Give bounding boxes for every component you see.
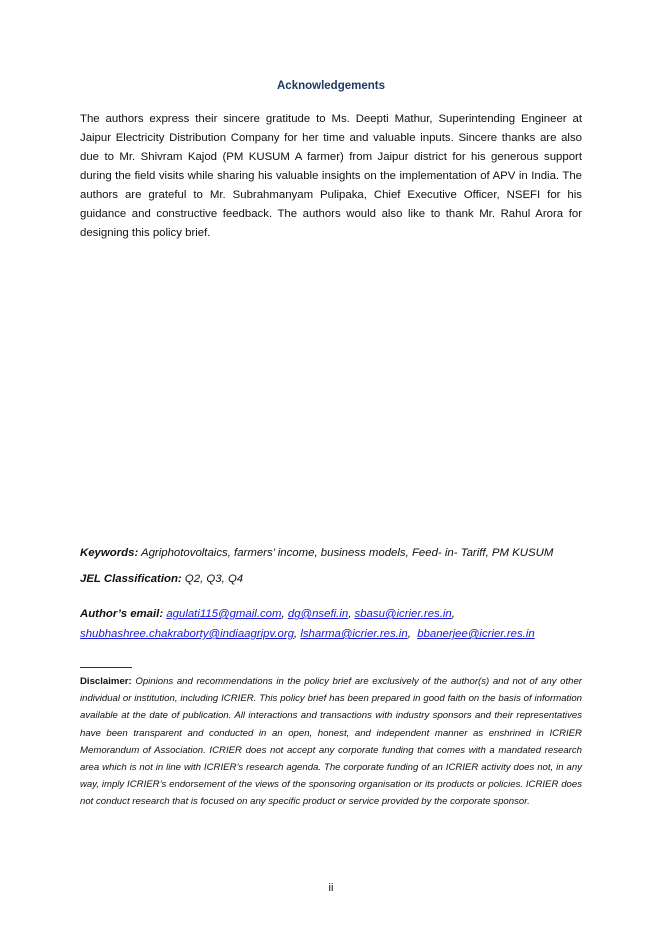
jel-value: Q2, Q3, Q4	[184, 573, 244, 585]
email-link[interactable]: dg@nsefi.in	[287, 608, 349, 620]
keywords-value: Agriphotovoltaics, farmers’ income, business models, Feed- in- Tariff, PM KUSUM	[140, 547, 554, 559]
keywords-line	[80, 547, 582, 559]
email-label: Author’s email:	[80, 608, 164, 620]
keywords-label: Keywords:	[80, 547, 139, 559]
disclaimer-label: Disclaimer:	[80, 676, 132, 687]
email-link[interactable]: lsharma@icrier.res.in	[300, 628, 408, 640]
email-link[interactable]: sbasu@icrier.res.in	[354, 608, 452, 620]
author-email-line: Author’s email: agulati115@gmail.com, dg@nsefi.in, sbasu@icrier.res.in, shubhashree.chakraborty@indiaagripv.org, lsharma@icrier.res.in, bbanerjee@icrier.res.in	[80, 608, 535, 640]
jel-label: JEL Classification:	[80, 573, 182, 585]
email-link[interactable]: bbanerjee@icrier.res.in	[417, 628, 535, 640]
acknowledgement-paragraph: The authors express their sincere gratitude to Ms. Deepti Mathur, Superintending Engineer at Jaipur Electricity Distribution Company for her time and valuable inputs. Sincere thanks are also due to Mr. Shivram Kajod (PM KUSUM A farmer) from Jaipur district for his generous support during the field visits while sharing his valuable insights on the implementation of APV in India. The authors are grateful to Mr. Subrahmanyam Pulipaka, Chief Executive Officer, NSEFI for his guidance and constructive feedback. The authors would also like to thank Mr. Rahul Arora for designing this policy brief.	[80, 113, 582, 239]
page-title: Acknowledgements	[277, 80, 385, 92]
disclaimer-paragraph	[80, 673, 582, 811]
jel-classification-line	[80, 573, 582, 585]
email-link[interactable]: agulati115@gmail.com	[166, 608, 282, 620]
page-number: ii	[328, 882, 334, 894]
disclaimer-text: Opinions and recommendations in the policy brief are exclusively of the author(s) and not of any other individual or institution, including ICRIER. This policy brief has been prepared in good faith on the basis of information available at the date of publication. All interactions and transactions with industry sponsors and their representatives have been transparent and conducted in an open, honest, and independent manner as enshrined in ICRIER Memorandum of Association. ICRIER does not accept any corporate funding that comes with a mandated research area which is not in line with ICRIER’s research agenda. The corporate funding of an ICRIER activity does not, in any way, imply ICRIER’s endorsement of the views of the sponsoring organisation or its products or policies. ICRIER does not conduct research that is focused on any specific product or service provided by the corporate sponsor.	[80, 676, 582, 808]
footnote-divider	[80, 667, 132, 668]
email-link[interactable]: shubhashree.chakraborty@indiaagripv.org	[80, 628, 294, 640]
